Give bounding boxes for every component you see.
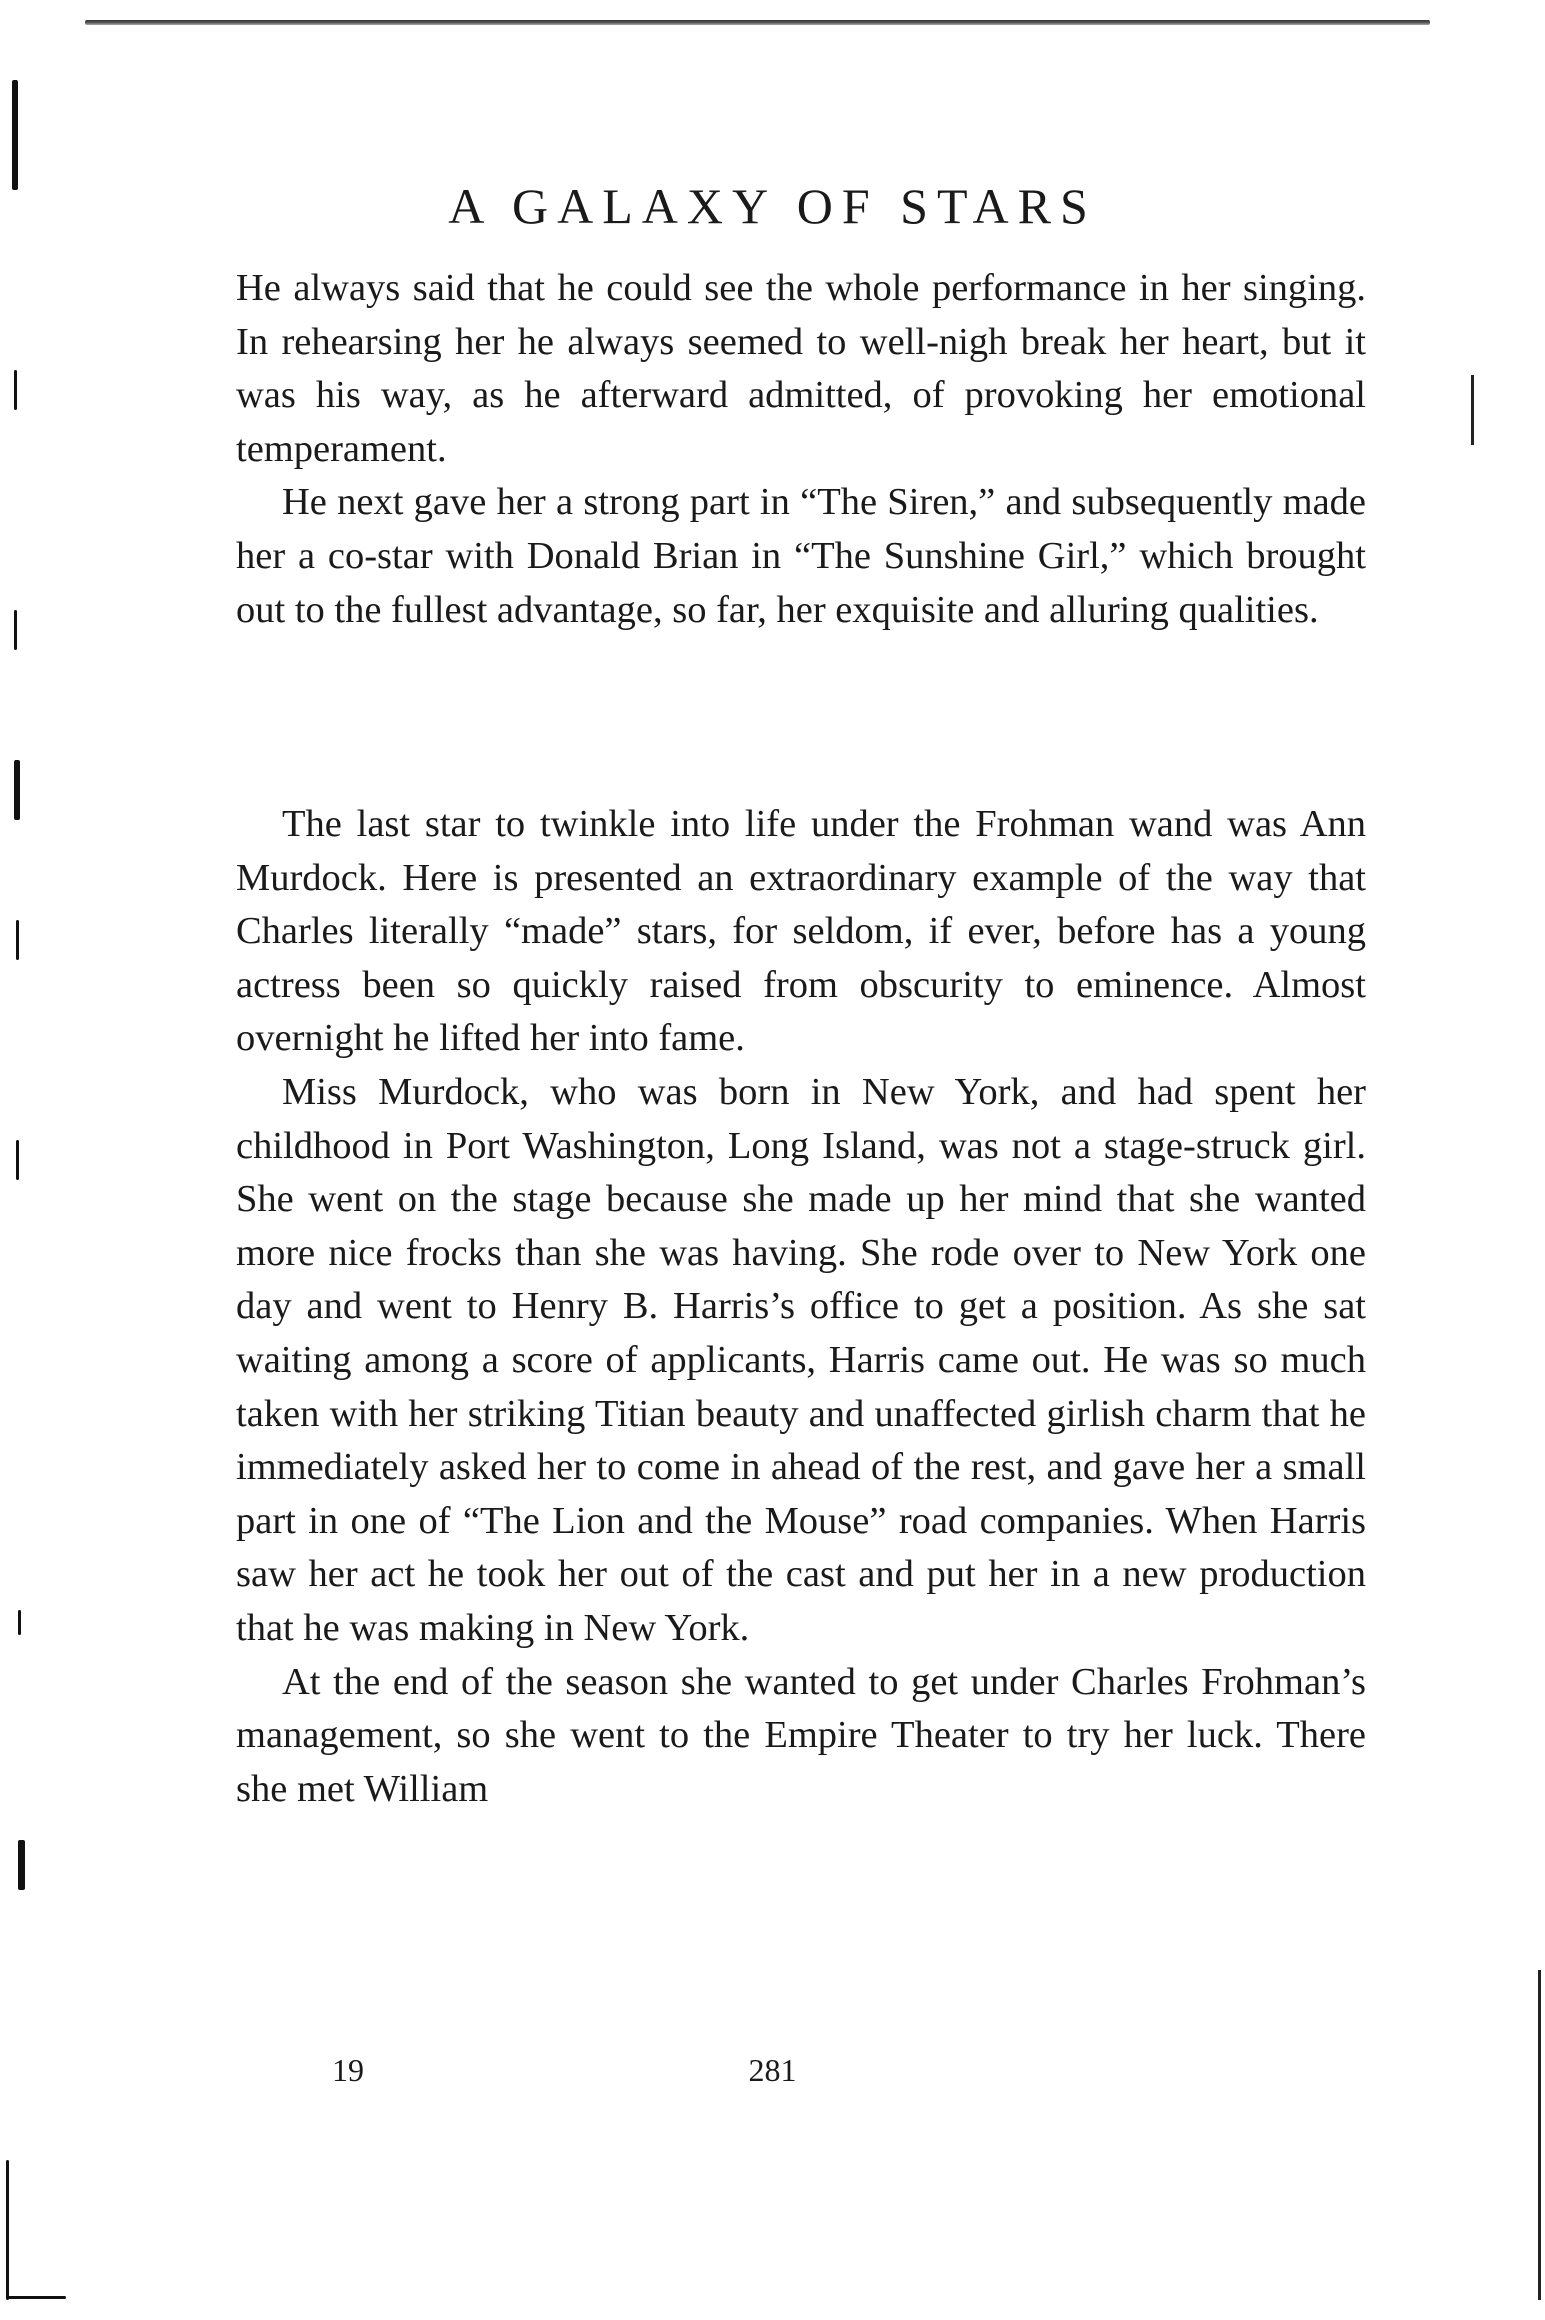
scan-artifact — [1471, 375, 1474, 445]
scan-artifact — [1538, 1970, 1541, 2300]
paragraph: He next gave her a strong part in “The Siren,” and subsequently made her a co-star with Donald Brian in “The Sunshine Girl,” which brought out to the fullest advantage, so far, her exquisite and alluring qualities. — [236, 481, 1366, 631]
paragraph: He always said that he could see the whole performance in her singing. In rehearsing her he always seemed to well-nigh break her heart, but it was his way, as he afterward admitted, of provoking her emotional temperament. — [236, 267, 1366, 470]
scan-artifact — [16, 920, 19, 960]
scan-artifact — [12, 80, 18, 190]
scan-artifact — [14, 760, 20, 820]
running-head: A GALAXY OF STARS — [448, 178, 1097, 234]
paragraph: Miss Murdock, who was born in New York, and had spent her childhood in Port Washington, Long Island, was not a stage-struck girl. She went on the stage because she made up her mind that she wanted more nice frocks than she was having. She rode over to New York one day and went to Henry B. Harris’s office to get a position. As she sat waiting among a score of applicants, Harris came out. He was so much taken with her striking Titian beauty and unaffected girlish charm that he immediately asked her to come in ahead of the rest, and gave her a small part in one of “The Lion and the Mouse” road companies. When Harris saw her act he took her out of the cast and put her in a new production that he was making in New York. — [236, 1070, 1366, 1649]
scan-artifact — [14, 370, 17, 410]
paragraph: The last star to twinkle into life under the Frohman wand was Ann Murdock. Here is presented an extraordinary example of the way that Charles literally “made” stars, for seldom, if ever, before has a young actress been so quickly raised from obscurity to eminence. Almost overnight he lifted her into fame. — [236, 803, 1366, 1060]
scan-artifact — [18, 1840, 25, 1890]
text-block-2 — [236, 798, 1366, 1816]
top-rule — [85, 20, 1430, 25]
text-block-1 — [236, 262, 1366, 637]
page-number: 281 — [748, 2052, 797, 2088]
signature-mark: 19 — [332, 2052, 364, 2088]
scan-artifact — [6, 2296, 66, 2299]
scan-artifact — [16, 1140, 19, 1180]
scan-artifact — [6, 2160, 9, 2300]
scan-artifact — [18, 1610, 21, 1635]
scan-artifact — [14, 610, 17, 650]
paragraph: At the end of the season she wanted to get under Charles Frohman’s management, so she went to the Empire Theater to try her luck. There she met William — [236, 1660, 1366, 1810]
